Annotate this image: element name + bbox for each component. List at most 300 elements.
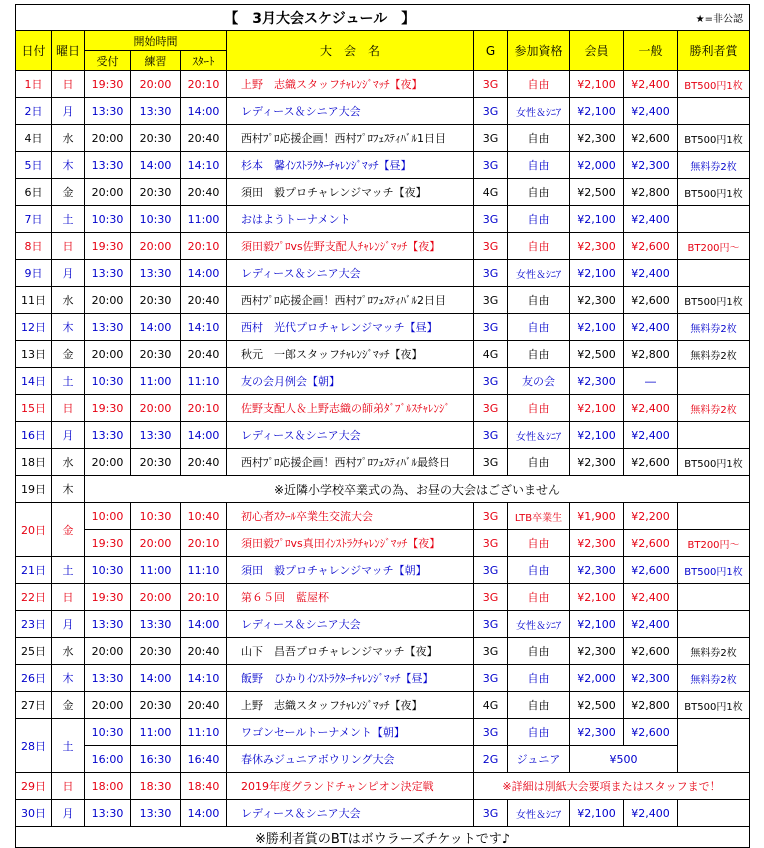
start-cell: 20:40 (181, 638, 227, 665)
general-fee-cell: ¥2,800 (624, 692, 678, 719)
member-fee-cell: ¥2,300 (570, 449, 624, 476)
reception-cell: 10:30 (85, 719, 131, 746)
start-cell: 20:40 (181, 179, 227, 206)
header-start-time: 開始時間 (85, 31, 227, 51)
start-cell: 14:00 (181, 800, 227, 827)
table-row (16, 71, 750, 98)
event-name-cell: 杉本 馨ｲﾝｽﾄﾗｸﾀｰﾁｬﾚﾝｼﾞﾏｯﾁ【昼】 (227, 152, 474, 179)
event-name-cell: レディース＆シニア大会 (227, 98, 474, 125)
weekday-cell: 月 (52, 260, 85, 287)
start-cell: 20:40 (181, 341, 227, 368)
weekday-cell: 日 (52, 773, 85, 800)
general-fee-cell: ¥2,400 (624, 611, 678, 638)
game-cell: 3G (474, 557, 508, 584)
practice-cell: 20:30 (131, 638, 181, 665)
reception-cell: 13:30 (85, 422, 131, 449)
weekday-cell: 月 (52, 800, 85, 827)
member-fee-cell: ¥2,100 (570, 395, 624, 422)
footer-note: ※勝利者賞のBTはボウラーズチケットです♪ (16, 827, 750, 848)
general-fee-cell: ¥2,600 (624, 233, 678, 260)
eligibility-cell: 女性＆ｼﾆｱ (508, 98, 570, 125)
start-cell: 20:40 (181, 449, 227, 476)
event-name-cell: 西村ﾌﾟﾛ応援企画！西村ﾌﾟﾛﾌｪｽﾃｨﾊﾞﾙ1日目 (227, 125, 474, 152)
member-fee-cell: ¥2,100 (570, 611, 624, 638)
date-cell: 15日 (16, 395, 52, 422)
member-fee-cell: ¥2,300 (570, 287, 624, 314)
table-row (16, 179, 750, 206)
weekday-cell: 木 (52, 314, 85, 341)
eligibility-cell: 自由 (508, 233, 570, 260)
practice-cell: 20:00 (131, 530, 181, 557)
start-cell: 14:10 (181, 152, 227, 179)
event-name-cell: レディース＆シニア大会 (227, 611, 474, 638)
date-cell: 25日 (16, 638, 52, 665)
reception-cell: 20:00 (85, 341, 131, 368)
prize-cell: 無料券2枚 (678, 395, 750, 422)
reception-cell: 18:00 (85, 773, 131, 800)
game-cell: 3G (474, 422, 508, 449)
eligibility-cell: 自由 (508, 638, 570, 665)
eligibility-cell: 自由 (508, 152, 570, 179)
reception-cell: 19:30 (85, 71, 131, 98)
event-name-cell: 山下 昌吾プロチャレンジマッチ【夜】 (227, 638, 474, 665)
game-cell: 3G (474, 314, 508, 341)
table-row (16, 719, 750, 746)
date-cell: 8日 (16, 233, 52, 260)
member-fee-cell: ¥2,100 (570, 206, 624, 233)
header-start: ｽﾀｰﾄ (181, 51, 227, 71)
date-cell: 16日 (16, 422, 52, 449)
general-fee-cell: ¥2,200 (624, 503, 678, 530)
general-fee-cell: ¥2,400 (624, 314, 678, 341)
table-row (16, 800, 750, 827)
eligibility-cell: 女性＆ｼﾆｱ (508, 260, 570, 287)
reception-cell: 10:30 (85, 206, 131, 233)
reception-cell: 10:00 (85, 503, 131, 530)
prize-cell: 無料券2枚 (678, 638, 750, 665)
table-row (16, 773, 750, 800)
practice-cell: 20:30 (131, 287, 181, 314)
prize-cell (678, 719, 750, 773)
practice-cell: 16:30 (131, 746, 181, 773)
member-fee-cell: ¥2,500 (570, 692, 624, 719)
date-cell: 28日 (16, 719, 52, 773)
table-row (16, 503, 750, 530)
event-name-cell: レディース＆シニア大会 (227, 260, 474, 287)
table-row (16, 152, 750, 179)
eligibility-cell: 自由 (508, 530, 570, 557)
prize-cell: BT500円1枚 (678, 287, 750, 314)
start-cell: 14:00 (181, 98, 227, 125)
eligibility-cell: 自由 (508, 71, 570, 98)
table-row (16, 530, 750, 557)
general-fee-cell: ¥2,300 (624, 152, 678, 179)
eligibility-cell: 自由 (508, 584, 570, 611)
date-cell: 5日 (16, 152, 52, 179)
game-cell: 3G (474, 287, 508, 314)
event-name-cell: 上野 志織スタッフﾁｬﾚﾝｼﾞﾏｯﾁ【夜】 (227, 692, 474, 719)
reception-cell: 20:00 (85, 449, 131, 476)
member-fee-cell: ¥2,100 (570, 422, 624, 449)
reception-cell: 19:30 (85, 584, 131, 611)
reception-cell: 13:30 (85, 98, 131, 125)
date-cell: 7日 (16, 206, 52, 233)
event-name-cell: レディース＆シニア大会 (227, 800, 474, 827)
table-row (16, 611, 750, 638)
prize-cell: 無料券2枚 (678, 314, 750, 341)
start-cell: 16:40 (181, 746, 227, 773)
weekday-cell: 木 (52, 476, 85, 503)
date-cell: 22日 (16, 584, 52, 611)
reception-cell: 16:00 (85, 746, 131, 773)
eligibility-cell: 自由 (508, 179, 570, 206)
footer-row (16, 827, 750, 848)
table-row (16, 314, 750, 341)
start-cell: 20:40 (181, 287, 227, 314)
date-cell: 9日 (16, 260, 52, 287)
start-cell: 14:10 (181, 665, 227, 692)
prize-cell (678, 503, 750, 530)
date-cell: 23日 (16, 611, 52, 638)
event-name-cell: 春休みジュニアボウリング大会 (227, 746, 474, 773)
member-fee-cell: ¥2,000 (570, 152, 624, 179)
header-practice: 練習 (131, 51, 181, 71)
eligibility-cell: 女性＆ｼﾆｱ (508, 611, 570, 638)
reception-cell: 20:00 (85, 692, 131, 719)
date-cell: 14日 (16, 368, 52, 395)
event-name-cell: 友の会月例会【朝】 (227, 368, 474, 395)
general-fee-cell: ¥2,400 (624, 206, 678, 233)
member-fee-cell: ¥1,900 (570, 503, 624, 530)
prize-cell (678, 206, 750, 233)
reception-cell: 19:30 (85, 233, 131, 260)
prize-cell: 無料券2枚 (678, 341, 750, 368)
general-fee-cell: ¥2,600 (624, 449, 678, 476)
start-cell: 20:40 (181, 692, 227, 719)
eligibility-cell: 自由 (508, 692, 570, 719)
event-name-cell: 須田 毅プロチャレンジマッチ【夜】 (227, 179, 474, 206)
game-cell: 3G (474, 260, 508, 287)
weekday-cell: 日 (52, 71, 85, 98)
game-cell: 3G (474, 800, 508, 827)
schedule-sheet (15, 4, 749, 848)
game-cell: 3G (474, 611, 508, 638)
member-fee-cell: ¥2,300 (570, 638, 624, 665)
reception-cell: 13:30 (85, 314, 131, 341)
weekday-cell: 日 (52, 233, 85, 260)
weekday-cell: 水 (52, 287, 85, 314)
header-date: 日付 (16, 31, 52, 71)
unofficial-note: ★=非公認 (624, 5, 750, 31)
member-fee-cell: ¥2,300 (570, 557, 624, 584)
prize-cell (678, 422, 750, 449)
header-reception: 受付 (85, 51, 131, 71)
weekday-cell: 金 (52, 341, 85, 368)
start-cell: 14:00 (181, 260, 227, 287)
start-cell: 20:10 (181, 530, 227, 557)
eligibility-cell: 自由 (508, 557, 570, 584)
weekday-cell: 月 (52, 98, 85, 125)
table-row (16, 341, 750, 368)
practice-cell: 14:00 (131, 152, 181, 179)
practice-cell: 14:00 (131, 665, 181, 692)
general-fee-cell: ¥2,400 (624, 260, 678, 287)
reception-cell: 13:30 (85, 260, 131, 287)
practice-cell: 14:00 (131, 314, 181, 341)
member-fee-cell: ¥2,300 (570, 530, 624, 557)
practice-cell: 11:00 (131, 719, 181, 746)
eligibility-cell: 自由 (508, 719, 570, 746)
start-cell: 18:40 (181, 773, 227, 800)
table-row (16, 584, 750, 611)
practice-cell: 13:30 (131, 422, 181, 449)
prize-cell: BT500円1枚 (678, 449, 750, 476)
weekday-cell: 日 (52, 584, 85, 611)
general-fee-cell: ¥2,400 (624, 422, 678, 449)
weekday-cell: 水 (52, 638, 85, 665)
eligibility-cell: 自由 (508, 665, 570, 692)
prize-cell: BT200円～ (678, 530, 750, 557)
game-cell: 3G (474, 638, 508, 665)
practice-cell: 13:30 (131, 98, 181, 125)
prize-cell (678, 260, 750, 287)
event-name-cell: 第６５回 藍屋杯 (227, 584, 474, 611)
practice-cell: 13:30 (131, 611, 181, 638)
practice-cell: 20:30 (131, 449, 181, 476)
start-cell: 10:40 (181, 503, 227, 530)
event-name-cell: 初心者ｽｸｰﾙ卒業生交流大会 (227, 503, 474, 530)
practice-cell: 20:00 (131, 233, 181, 260)
event-name-cell: 西村ﾌﾟﾛ応援企画！西村ﾌﾟﾛﾌｪｽﾃｨﾊﾞﾙ最終日 (227, 449, 474, 476)
eligibility-cell: 女性＆ｼﾆｱ (508, 422, 570, 449)
eligibility-cell: 自由 (508, 206, 570, 233)
weekday-cell: 木 (52, 665, 85, 692)
eligibility-cell: 友の会 (508, 368, 570, 395)
table-row (16, 125, 750, 152)
game-cell: 3G (474, 503, 508, 530)
general-fee-cell: ¥2,600 (624, 557, 678, 584)
member-fee-cell: ¥2,100 (570, 584, 624, 611)
start-cell: 20:10 (181, 395, 227, 422)
prize-cell (678, 611, 750, 638)
date-cell: 12日 (16, 314, 52, 341)
date-cell: 27日 (16, 692, 52, 719)
date-cell: 29日 (16, 773, 52, 800)
game-cell: 3G (474, 395, 508, 422)
game-cell: 4G (474, 341, 508, 368)
game-cell: 3G (474, 665, 508, 692)
eligibility-cell: ジュニア (508, 746, 570, 773)
practice-cell: 20:00 (131, 584, 181, 611)
start-cell: 20:10 (181, 71, 227, 98)
table-row (16, 476, 750, 503)
event-name-cell: 須田毅ﾌﾟﾛvs真田ｲﾝｽﾄﾗｸﾁｬﾚﾝｼﾞﾏｯﾁ【夜】 (227, 530, 474, 557)
eligibility-cell: 自由 (508, 449, 570, 476)
event-name-cell: 須田毅ﾌﾟﾛvs佐野支配人ﾁｬﾚﾝｼﾞﾏｯﾁ【夜】 (227, 233, 474, 260)
reception-cell: 19:30 (85, 395, 131, 422)
event-name-cell: 佐野支配人＆上野志織の師弟ﾀﾞﾌﾞﾙｽﾁｬﾚﾝｼﾞ (227, 395, 474, 422)
event-name-cell: おはようトーナメント (227, 206, 474, 233)
practice-cell: 20:30 (131, 125, 181, 152)
date-cell: 18日 (16, 449, 52, 476)
event-name-cell: 2019年度グランドチャンピオン決定戦 (227, 773, 474, 800)
prize-cell: 無料券2枚 (678, 152, 750, 179)
member-fee-cell: ¥2,300 (570, 125, 624, 152)
reception-cell: 13:30 (85, 800, 131, 827)
weekday-cell: 日 (52, 395, 85, 422)
event-name-cell: 上野 志織スタッフﾁｬﾚﾝｼﾞﾏｯﾁ【夜】 (227, 71, 474, 98)
member-fee-cell: ¥2,100 (570, 800, 624, 827)
game-cell: 3G (474, 584, 508, 611)
header-event-name: 大 会 名 (227, 31, 474, 71)
reception-cell: 20:00 (85, 638, 131, 665)
event-name-cell: 西村 光代プロチャレンジマッチ【昼】 (227, 314, 474, 341)
weekday-cell: 水 (52, 125, 85, 152)
date-cell: 6日 (16, 179, 52, 206)
eligibility-cell: LTB卒業生 (508, 503, 570, 530)
start-cell: 14:10 (181, 314, 227, 341)
date-cell: 30日 (16, 800, 52, 827)
event-name-cell: 須田 毅プロチャレンジマッチ【朝】 (227, 557, 474, 584)
general-fee-cell: ¥2,400 (624, 98, 678, 125)
prize-cell (678, 368, 750, 395)
weekday-cell: 土 (52, 368, 85, 395)
general-fee-cell: ― (624, 368, 678, 395)
start-cell: 11:00 (181, 206, 227, 233)
table-row (16, 746, 750, 773)
date-cell: 2日 (16, 98, 52, 125)
practice-cell: 13:30 (131, 800, 181, 827)
table-row (16, 638, 750, 665)
game-cell: 3G (474, 125, 508, 152)
member-fee-cell: ¥2,500 (570, 341, 624, 368)
weekday-cell: 土 (52, 719, 85, 773)
practice-cell: 20:30 (131, 692, 181, 719)
reception-cell: 13:30 (85, 611, 131, 638)
member-fee-cell: ¥2,500 (570, 179, 624, 206)
weekday-cell: 金 (52, 692, 85, 719)
general-fee-cell: ¥2,600 (624, 530, 678, 557)
game-cell: 3G (474, 206, 508, 233)
event-name-cell: 飯野 ひかりｲﾝｽﾄﾗｸﾀｰﾁｬﾚﾝｼﾞﾏｯﾁ【昼】 (227, 665, 474, 692)
general-fee-cell: ¥2,400 (624, 800, 678, 827)
reception-cell: 20:00 (85, 287, 131, 314)
game-cell: 3G (474, 530, 508, 557)
eligibility-cell: 自由 (508, 287, 570, 314)
schedule-table (15, 4, 750, 848)
weekday-cell: 月 (52, 611, 85, 638)
table-row (16, 98, 750, 125)
table-row (16, 287, 750, 314)
prize-cell (678, 98, 750, 125)
notice-cell: ※近隣小学校卒業式の為、お昼の大会はございません (85, 476, 750, 503)
prize-cell: BT200円～ (678, 233, 750, 260)
game-cell: 4G (474, 692, 508, 719)
date-cell: 21日 (16, 557, 52, 584)
reception-cell: 13:30 (85, 152, 131, 179)
header-prize: 勝利者賞 (678, 31, 750, 71)
eligibility-cell: 女性＆ｼﾆｱ (508, 800, 570, 827)
start-cell: 11:10 (181, 719, 227, 746)
general-fee-cell: ¥2,600 (624, 125, 678, 152)
general-fee-cell: ¥2,600 (624, 638, 678, 665)
fee-cell: ¥500 (570, 746, 678, 773)
weekday-cell: 金 (52, 503, 85, 557)
start-cell: 14:00 (181, 422, 227, 449)
table-row (16, 665, 750, 692)
table-row (16, 692, 750, 719)
game-cell: 3G (474, 152, 508, 179)
member-fee-cell: ¥2,100 (570, 260, 624, 287)
general-fee-cell: ¥2,800 (624, 179, 678, 206)
member-fee-cell: ¥2,300 (570, 368, 624, 395)
header-weekday: 曜日 (52, 31, 85, 71)
header-game: G (474, 31, 508, 71)
start-cell: 20:40 (181, 125, 227, 152)
table-row (16, 449, 750, 476)
member-fee-cell: ¥2,100 (570, 71, 624, 98)
start-cell: 20:10 (181, 584, 227, 611)
practice-cell: 20:00 (131, 395, 181, 422)
game-cell: 4G (474, 179, 508, 206)
general-fee-cell: ¥2,800 (624, 341, 678, 368)
event-name-cell: ワゴンセールトーナメント【朝】 (227, 719, 474, 746)
header-eligibility: 参加資格 (508, 31, 570, 71)
reception-cell: 13:30 (85, 665, 131, 692)
game-cell: 3G (474, 233, 508, 260)
eligibility-cell: 自由 (508, 125, 570, 152)
event-name-cell: 西村ﾌﾟﾛ応援企画！西村ﾌﾟﾛﾌｪｽﾃｨﾊﾞﾙ2日目 (227, 287, 474, 314)
prize-cell (678, 584, 750, 611)
practice-cell: 20:00 (131, 71, 181, 98)
weekday-cell: 木 (52, 152, 85, 179)
table-row (16, 557, 750, 584)
date-cell: 20日 (16, 503, 52, 557)
weekday-cell: 土 (52, 557, 85, 584)
game-cell: 3G (474, 719, 508, 746)
table-row (16, 368, 750, 395)
prize-cell: BT500円1枚 (678, 179, 750, 206)
general-fee-cell: ¥2,400 (624, 71, 678, 98)
eligibility-cell: 自由 (508, 395, 570, 422)
start-cell: 11:10 (181, 368, 227, 395)
reception-cell: 10:30 (85, 557, 131, 584)
date-cell: 13日 (16, 341, 52, 368)
game-cell: 3G (474, 449, 508, 476)
practice-cell: 10:30 (131, 503, 181, 530)
date-cell: 11日 (16, 287, 52, 314)
weekday-cell: 土 (52, 206, 85, 233)
weekday-cell: 金 (52, 179, 85, 206)
game-cell: 3G (474, 98, 508, 125)
practice-cell: 18:30 (131, 773, 181, 800)
prize-cell: BT500円1枚 (678, 692, 750, 719)
table-row (16, 206, 750, 233)
eligibility-cell: 自由 (508, 314, 570, 341)
date-cell: 19日 (16, 476, 52, 503)
member-fee-cell: ¥2,100 (570, 314, 624, 341)
reception-cell: 10:30 (85, 368, 131, 395)
event-name-cell: 秋元 一郎スタッフﾁｬﾚﾝｼﾞﾏｯﾁ【夜】 (227, 341, 474, 368)
eligibility-cell: 自由 (508, 341, 570, 368)
date-cell: 26日 (16, 665, 52, 692)
date-cell: 1日 (16, 71, 52, 98)
practice-cell: 20:30 (131, 341, 181, 368)
practice-cell: 11:00 (131, 368, 181, 395)
general-fee-cell: ¥2,400 (624, 395, 678, 422)
prize-cell: BT500円1枚 (678, 125, 750, 152)
practice-cell: 20:30 (131, 179, 181, 206)
